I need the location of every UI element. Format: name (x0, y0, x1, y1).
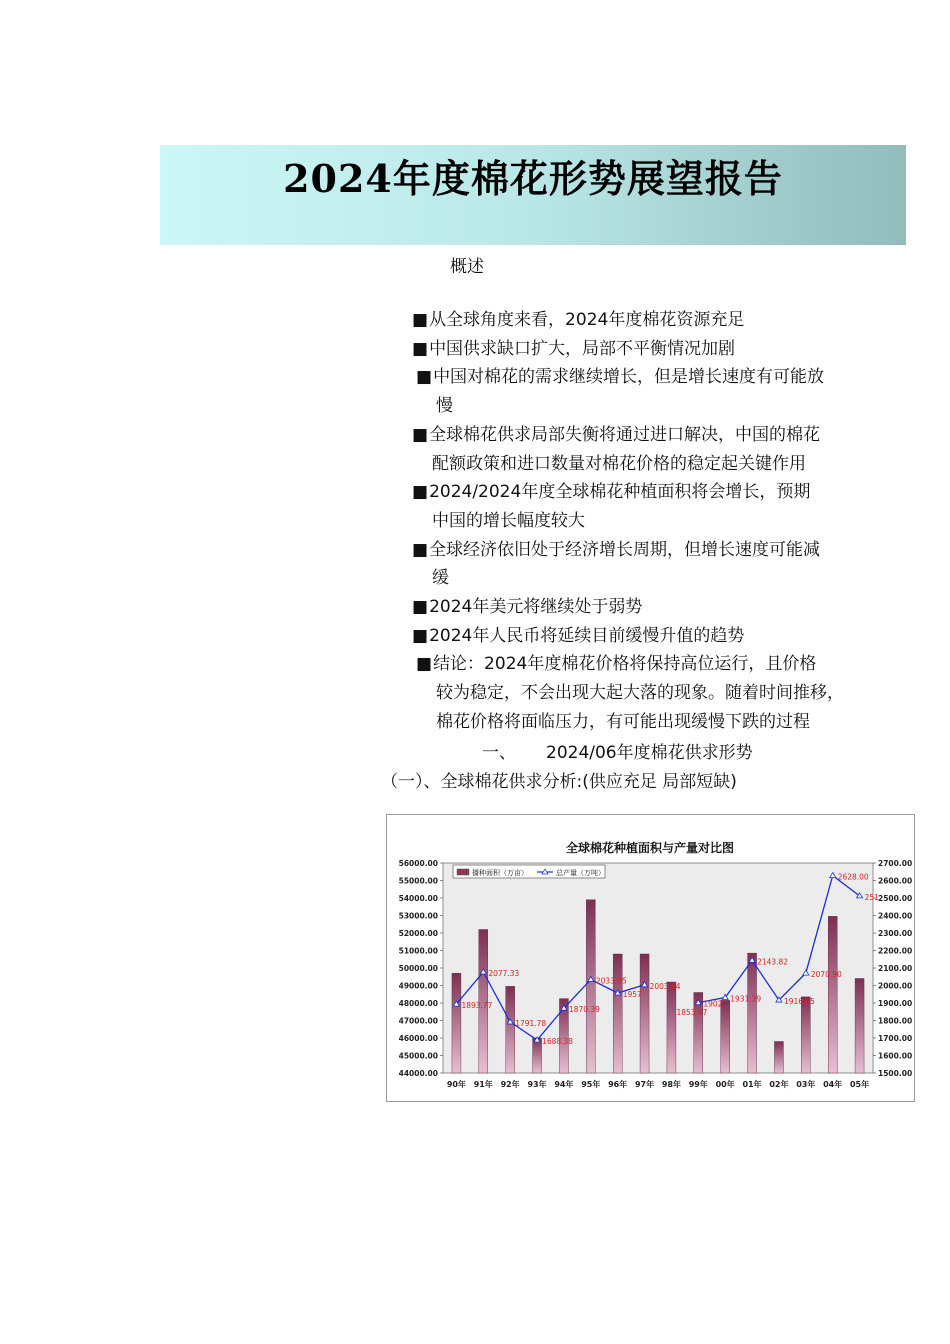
left-axis-tick-label: 54000.00 (398, 894, 438, 903)
bullet-text: 2024年人民币将延续目前缓慢升值的趋势 (429, 625, 745, 646)
section-heading-2: （一）、全球棉花供求分析:(供应充足 局部短缺) (381, 772, 737, 792)
bullet-text: 2024/2024年度全球棉花种植面积将会增长，预期 (429, 482, 811, 503)
x-tick-label: 05年 (849, 1080, 870, 1089)
bullet-item (412, 593, 912, 622)
right-axis-tick-label: 1900.00 (878, 999, 913, 1008)
square-bullet-icon: ■ (412, 424, 429, 445)
bullet-text: 中国对棉花的需求继续增长，但是增长速度有可能放 (433, 367, 825, 388)
bullet-text-cont: 配额政策和进口数量对棉花价格的稳定起关键作用 (432, 453, 806, 474)
bullet-item (412, 421, 912, 478)
overview-heading: 概述 (450, 257, 484, 277)
bullet-text-cont: 缓 (432, 568, 449, 589)
left-axis-tick-label: 44000.00 (398, 1069, 438, 1078)
bar (828, 916, 837, 1073)
legend-line-label: 总产量（万吨） (556, 869, 605, 877)
left-axis-tick-label: 55000.00 (398, 876, 438, 886)
bar (452, 973, 461, 1073)
left-axis-tick-label: 51000.00 (398, 946, 438, 956)
x-tick-label: 94年 (554, 1080, 574, 1089)
bullet-text-cont: 慢 (436, 396, 453, 417)
right-axis-tick-label: 2300.00 (878, 929, 913, 938)
bullet-text: 结论：2024年度棉花价格将保持高位运行，且价格 (433, 654, 817, 675)
x-tick-label: 91年 (473, 1080, 493, 1089)
section-title: 2024/06年度棉花供求形势 (546, 743, 753, 763)
right-axis-tick-label: 1800.00 (878, 1016, 913, 1026)
bullet-text: 从全球角度来看，2024年度棉花资源充足 (429, 310, 745, 330)
bar (721, 1000, 730, 1073)
area-output-chart (387, 815, 914, 1101)
output-data-label: 1870.39 (568, 1005, 600, 1015)
bullet-item (412, 363, 912, 420)
bullet-text-cont: 中国的增长幅度较大 (432, 510, 585, 531)
x-tick-label: 03年 (796, 1080, 816, 1089)
bullet-item (412, 650, 912, 736)
output-data-label: 2003.84 (649, 981, 681, 991)
bullet-text: 中国供求缺口扩大，局部不平衡情况加剧 (429, 338, 736, 359)
page-title: 2024年度棉花形势展望报告 (283, 156, 783, 201)
summary-bullets (412, 306, 912, 737)
output-data-label: 1853.47 (676, 1008, 708, 1018)
square-bullet-icon: ■ (412, 597, 429, 618)
x-tick-label: 99年 (688, 1080, 708, 1089)
x-tick-label: 92年 (500, 1080, 520, 1089)
left-axis-tick-label: 49000.00 (398, 981, 438, 991)
x-tick-label: 96年 (608, 1080, 628, 1089)
bar (640, 954, 649, 1073)
square-bullet-icon: ■ (412, 539, 429, 560)
right-axis-tick-label: 1500.00 (878, 1069, 913, 1078)
bullet-item (412, 306, 912, 335)
x-tick-label: 97年 (634, 1080, 655, 1089)
right-axis-tick-label: 1600.00 (878, 1051, 913, 1061)
output-data-label: 1688.38 (542, 1037, 574, 1047)
bar (613, 954, 622, 1073)
chart-frame (386, 814, 915, 1102)
bullet-item (412, 622, 912, 651)
x-tick-label: 98年 (661, 1080, 682, 1089)
x-tick-label: 00年 (715, 1080, 735, 1089)
output-data-label: 1893.77 (461, 1001, 493, 1011)
section-number: 一、 (482, 743, 516, 763)
output-data-label: 1931.39 (730, 994, 762, 1004)
chart-title: 全球棉花种植面积与产量对比图 (565, 841, 735, 855)
left-axis-tick-label: 47000.00 (398, 1016, 438, 1026)
bullet-text-cont: 较为稳定，不会出现大起大落的现象。随着时间推移， (436, 683, 844, 704)
left-axis-tick-label: 56000.00 (398, 859, 438, 868)
output-data-label: 2033.95 (595, 976, 627, 986)
output-data-label: 1902 (703, 999, 723, 1009)
bullet-text: 全球经济依旧处于经济增长周期，但增长速度可能减 (429, 539, 821, 560)
right-axis-tick-label: 2600.00 (878, 876, 913, 886)
bar (667, 982, 676, 1073)
bullet-text: 全球棉花供求局部失衡将通过进口解决，中国的棉花 (429, 424, 821, 445)
bullet-text: 2024年美元将继续处于弱势 (429, 597, 643, 618)
legend-bar-label: 播种面积（万亩） (472, 869, 528, 877)
output-data-label: 2143.82 (757, 957, 789, 967)
x-tick-label: 04年 (823, 1080, 843, 1089)
square-bullet-icon: ■ (412, 482, 429, 503)
bullet-item (412, 478, 912, 535)
right-axis-tick-label: 2000.00 (878, 981, 913, 991)
bar (533, 1038, 542, 1073)
right-axis-tick-label: 2700.00 (878, 859, 913, 868)
output-data-label: 2628.00 (837, 872, 869, 882)
output-data-label: 1916.65 (783, 997, 815, 1007)
output-data-label: 1957 (622, 990, 642, 1000)
output-data-label: 1791.78 (515, 1018, 547, 1028)
square-bullet-icon: ■ (412, 338, 429, 359)
right-axis-tick-label: 1700.00 (878, 1034, 913, 1043)
square-bullet-icon: ■ (412, 625, 429, 646)
bar (855, 979, 864, 1074)
left-axis-tick-label: 45000.00 (398, 1051, 438, 1061)
left-axis-tick-label: 50000.00 (398, 964, 438, 973)
square-bullet-icon: ■ (412, 310, 429, 330)
right-axis-tick-label: 2200.00 (878, 946, 913, 956)
section-heading-1 (482, 738, 753, 763)
left-axis-tick-label: 48000.00 (398, 999, 438, 1008)
square-bullet-icon: ■ (416, 367, 433, 388)
x-tick-label: 01年 (742, 1080, 762, 1089)
bar (748, 953, 757, 1073)
left-axis-tick-label: 53000.00 (398, 911, 438, 921)
output-data-label: 2077.33 (488, 968, 520, 978)
bullet-item (412, 536, 912, 593)
bar (506, 986, 515, 1073)
output-data-label: 251 (864, 892, 879, 902)
left-axis-tick-label: 46000.00 (398, 1034, 438, 1043)
x-tick-label: 95年 (581, 1080, 601, 1089)
x-tick-label: 93年 (527, 1080, 547, 1089)
right-axis-tick-label: 2400.00 (878, 911, 913, 921)
bullet-text-cont: 棉花价格将面临压力，有可能出现缓慢下跌的过程 (436, 711, 810, 732)
legend-bar-swatch (457, 869, 469, 875)
output-data-label: 2070.90 (810, 970, 842, 980)
right-axis-tick-label: 2500.00 (878, 894, 913, 903)
bullet-item (412, 335, 912, 364)
bar (801, 997, 810, 1073)
x-tick-label: 02年 (769, 1080, 789, 1089)
bar (586, 900, 595, 1073)
bar (774, 1042, 783, 1074)
left-axis-tick-label: 52000.00 (398, 929, 438, 938)
x-tick-label: 90年 (446, 1080, 467, 1089)
square-bullet-icon: ■ (416, 654, 433, 675)
right-axis-tick-label: 2100.00 (878, 964, 913, 973)
